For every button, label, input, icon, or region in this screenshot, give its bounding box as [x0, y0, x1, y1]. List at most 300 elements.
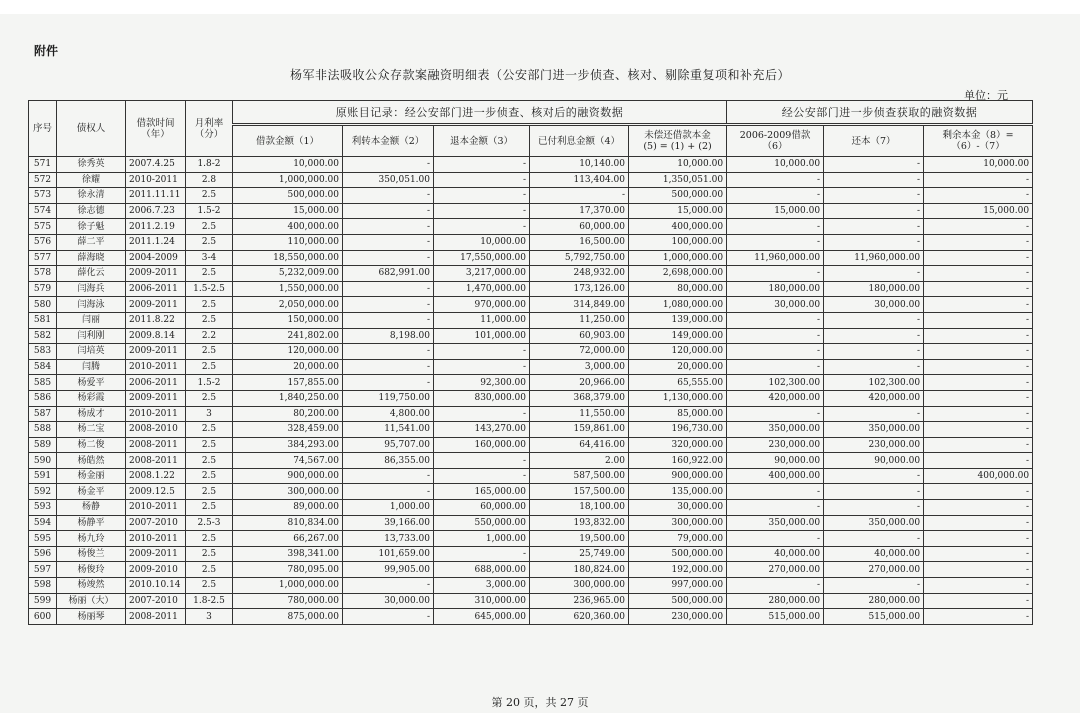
cell-seq: 596: [29, 546, 57, 562]
header-loan: 借款金额（1）: [233, 125, 343, 157]
cell-remain: -: [924, 328, 1033, 344]
cell-seq: 595: [29, 531, 57, 547]
cell-loan-2006-2009: -: [727, 219, 824, 235]
cell-remain: -: [924, 344, 1033, 360]
cell-refund: 645,000.00: [434, 609, 530, 625]
cell-transfer: 119,750.00: [343, 390, 434, 406]
cell-period: 2009-2011: [126, 297, 186, 313]
table-row: [29, 515, 1033, 531]
cell-repay: -: [824, 468, 924, 484]
cell-loan-2006-2009: 230,000.00: [727, 437, 824, 453]
cell-remain: -: [924, 188, 1033, 204]
cell-transfer: 1,000.00: [343, 500, 434, 516]
cell-remain: -: [924, 422, 1033, 438]
cell-rate: 2.5: [186, 468, 233, 484]
cell-refund: 3,217,000.00: [434, 266, 530, 282]
cell-period: 2009-2011: [126, 546, 186, 562]
cell-creditor: 闫腾: [57, 359, 126, 375]
cell-unpaid: 230,000.00: [629, 609, 727, 625]
cell-refund: 970,000.00: [434, 297, 530, 313]
cell-rate: 2.5: [186, 297, 233, 313]
cell-seq: 589: [29, 437, 57, 453]
cell-repay: 350,000.00: [824, 515, 924, 531]
cell-creditor: 杨爱平: [57, 375, 126, 391]
cell-paid-interest: 25,749.00: [530, 546, 629, 562]
cell-refund: 10,000.00: [434, 234, 530, 250]
cell-rate: 2.5: [186, 437, 233, 453]
cell-period: 2009-2011: [126, 344, 186, 360]
cell-transfer: 99,905.00: [343, 562, 434, 578]
cell-repay: 102,300.00: [824, 375, 924, 391]
cell-period: 2010-2011: [126, 500, 186, 516]
cell-loan: 780,000.00: [233, 593, 343, 609]
cell-unpaid: 500,000.00: [629, 593, 727, 609]
cell-refund: 165,000.00: [434, 484, 530, 500]
cell-refund: -: [434, 344, 530, 360]
cell-refund: 688,000.00: [434, 562, 530, 578]
cell-remain: -: [924, 515, 1033, 531]
table-row: [29, 406, 1033, 422]
table-row: [29, 234, 1033, 250]
cell-creditor: 闫利刚: [57, 328, 126, 344]
cell-loan: 1,000,000.00: [233, 578, 343, 594]
cell-paid-interest: 368,379.00: [530, 390, 629, 406]
cell-loan-2006-2009: 15,000.00: [727, 203, 824, 219]
cell-repay: -: [824, 203, 924, 219]
cell-loan-2006-2009: -: [727, 406, 824, 422]
cell-loan: 15,000.00: [233, 203, 343, 219]
cell-transfer: 30,000.00: [343, 593, 434, 609]
cell-repay: 180,000.00: [824, 281, 924, 297]
cell-loan-2006-2009: -: [727, 312, 824, 328]
cell-seq: 572: [29, 172, 57, 188]
cell-loan: 241,802.00: [233, 328, 343, 344]
cell-paid-interest: 19,500.00: [530, 531, 629, 547]
cell-loan-2006-2009: 270,000.00: [727, 562, 824, 578]
table-row: [29, 593, 1033, 609]
cell-remain: -: [924, 500, 1033, 516]
cell-seq: 582: [29, 328, 57, 344]
cell-creditor: 闫培英: [57, 344, 126, 360]
table-row: [29, 437, 1033, 453]
table-row: [29, 250, 1033, 266]
cell-paid-interest: 11,550.00: [530, 406, 629, 422]
cell-transfer: -: [343, 297, 434, 313]
cell-rate: 2.5: [186, 312, 233, 328]
cell-unpaid: 120,000.00: [629, 344, 727, 360]
table-row: [29, 281, 1033, 297]
cell-remain: -: [924, 234, 1033, 250]
cell-unpaid: 10,000.00: [629, 157, 727, 173]
header-repay: 还本（7）: [824, 125, 924, 157]
cell-refund: -: [434, 172, 530, 188]
cell-seq: 584: [29, 359, 57, 375]
cell-loan-2006-2009: 90,000.00: [727, 453, 824, 469]
cell-loan-2006-2009: 350,000.00: [727, 515, 824, 531]
cell-transfer: -: [343, 203, 434, 219]
cell-unpaid: 196,730.00: [629, 422, 727, 438]
cell-period: 2009.12.5: [126, 484, 186, 500]
cell-paid-interest: 10,140.00: [530, 157, 629, 173]
cell-loan-2006-2009: -: [727, 234, 824, 250]
cell-loan: 120,000.00: [233, 344, 343, 360]
cell-loan: 328,459.00: [233, 422, 343, 438]
table-row: [29, 422, 1033, 438]
cell-unpaid: 30,000.00: [629, 500, 727, 516]
cell-repay: -: [824, 531, 924, 547]
header-transfer: 利转本金额（2）: [343, 125, 434, 157]
table-row: [29, 578, 1033, 594]
cell-loan: 1,840,250.00: [233, 390, 343, 406]
cell-rate: 1.5-2: [186, 375, 233, 391]
cell-unpaid: 500,000.00: [629, 188, 727, 204]
cell-paid-interest: 157,500.00: [530, 484, 629, 500]
cell-period: 2007.4.25: [126, 157, 186, 173]
cell-refund: -: [434, 453, 530, 469]
cell-loan-2006-2009: 11,960,000.00: [727, 250, 824, 266]
cell-seq: 579: [29, 281, 57, 297]
cell-seq: 573: [29, 188, 57, 204]
cell-period: 2009-2011: [126, 390, 186, 406]
cell-period: 2009.8.14: [126, 328, 186, 344]
cell-seq: 577: [29, 250, 57, 266]
cell-period: 2011.2.19: [126, 219, 186, 235]
cell-seq: 575: [29, 219, 57, 235]
cell-remain: -: [924, 531, 1033, 547]
cell-repay: 270,000.00: [824, 562, 924, 578]
cell-creditor: 杨彩霞: [57, 390, 126, 406]
table-row: [29, 328, 1033, 344]
cell-unpaid: 320,000.00: [629, 437, 727, 453]
cell-creditor: 杨静平: [57, 515, 126, 531]
cell-period: 2010-2011: [126, 359, 186, 375]
cell-seq: 585: [29, 375, 57, 391]
cell-remain: -: [924, 219, 1033, 235]
scan-top-band: [0, 0, 1080, 14]
cell-loan: 157,855.00: [233, 375, 343, 391]
header-remain: 剩余本金（8）= （6）-（7）: [924, 125, 1033, 157]
cell-loan: 66,267.00: [233, 531, 343, 547]
cell-repay: -: [824, 359, 924, 375]
cell-refund: -: [434, 203, 530, 219]
cell-creditor: 杨皓然: [57, 453, 126, 469]
cell-seq: 598: [29, 578, 57, 594]
cell-creditor: 杨俊兰: [57, 546, 126, 562]
cell-repay: -: [824, 578, 924, 594]
cell-period: 2004-2009: [126, 250, 186, 266]
cell-period: 2008-2011: [126, 453, 186, 469]
cell-creditor: 杨金平: [57, 484, 126, 500]
cell-loan: 20,000.00: [233, 359, 343, 375]
cell-creditor: 闫海泳: [57, 297, 126, 313]
cell-repay: -: [824, 312, 924, 328]
cell-repay: -: [824, 406, 924, 422]
cell-rate: 2.5: [186, 484, 233, 500]
cell-loan: 2,050,000.00: [233, 297, 343, 313]
cell-rate: 2.5: [186, 359, 233, 375]
cell-seq: 571: [29, 157, 57, 173]
cell-transfer: 13,733.00: [343, 531, 434, 547]
cell-creditor: 薛二平: [57, 234, 126, 250]
cell-loan: 89,000.00: [233, 500, 343, 516]
financing-detail-table: [28, 100, 1033, 625]
cell-paid-interest: 16,500.00: [530, 234, 629, 250]
cell-period: 2008.1.22: [126, 468, 186, 484]
cell-loan: 80,200.00: [233, 406, 343, 422]
header-group-police: 经公安部门进一步侦查获取的融资数据: [727, 101, 1033, 125]
cell-transfer: -: [343, 578, 434, 594]
cell-loan-2006-2009: -: [727, 344, 824, 360]
cell-period: 2008-2011: [126, 609, 186, 625]
cell-loan-2006-2009: -: [727, 188, 824, 204]
header-creditor: 债权人: [57, 101, 126, 157]
cell-period: 2010.10.14: [126, 578, 186, 594]
cell-unpaid: 900,000.00: [629, 468, 727, 484]
cell-rate: 2.5: [186, 453, 233, 469]
cell-loan-2006-2009: 515,000.00: [727, 609, 824, 625]
cell-paid-interest: 64,416.00: [530, 437, 629, 453]
cell-paid-interest: 314,849.00: [530, 297, 629, 313]
cell-remain: -: [924, 281, 1033, 297]
cell-paid-interest: 20,966.00: [530, 375, 629, 391]
cell-refund: -: [434, 468, 530, 484]
cell-loan-2006-2009: 10,000.00: [727, 157, 824, 173]
cell-refund: 1,000.00: [434, 531, 530, 547]
cell-rate: 3-4: [186, 250, 233, 266]
cell-unpaid: 2,698,000.00: [629, 266, 727, 282]
cell-repay: 280,000.00: [824, 593, 924, 609]
cell-loan: 500,000.00: [233, 188, 343, 204]
cell-repay: -: [824, 219, 924, 235]
cell-paid-interest: 587,500.00: [530, 468, 629, 484]
cell-period: 2006-2011: [126, 375, 186, 391]
cell-loan: 18,550,000.00: [233, 250, 343, 266]
cell-paid-interest: 5,792,750.00: [530, 250, 629, 266]
cell-seq: 599: [29, 593, 57, 609]
cell-period: 2006-2011: [126, 281, 186, 297]
cell-unpaid: 15,000.00: [629, 203, 727, 219]
table-row: [29, 157, 1033, 173]
table-row: [29, 297, 1033, 313]
cell-rate: 1.8-2: [186, 157, 233, 173]
cell-loan: 398,341.00: [233, 546, 343, 562]
cell-remain: -: [924, 406, 1033, 422]
cell-loan-2006-2009: 280,000.00: [727, 593, 824, 609]
cell-refund: 92,300.00: [434, 375, 530, 391]
cell-seq: 588: [29, 422, 57, 438]
cell-paid-interest: 2.00: [530, 453, 629, 469]
cell-creditor: 闫丽: [57, 312, 126, 328]
cell-unpaid: 1,000,000.00: [629, 250, 727, 266]
cell-repay: -: [824, 234, 924, 250]
cell-creditor: 薛化云: [57, 266, 126, 282]
cell-loan: 5,232,009.00: [233, 266, 343, 282]
cell-refund: 1,470,000.00: [434, 281, 530, 297]
cell-transfer: -: [343, 609, 434, 625]
cell-repay: 40,000.00: [824, 546, 924, 562]
cell-creditor: 徐子魁: [57, 219, 126, 235]
cell-loan-2006-2009: -: [727, 359, 824, 375]
cell-creditor: 杨丽琴: [57, 609, 126, 625]
cell-creditor: 杨金丽: [57, 468, 126, 484]
cell-loan-2006-2009: -: [727, 531, 824, 547]
cell-rate: 1.8-2.5: [186, 593, 233, 609]
cell-unpaid: 80,000.00: [629, 281, 727, 297]
document-title: 杨军非法吸收公众存款案融资明细表（公安部门进一步侦查、核对、剔除重复项和补充后）: [289, 68, 790, 82]
table-row: [29, 484, 1033, 500]
cell-seq: 592: [29, 484, 57, 500]
cell-repay: -: [824, 172, 924, 188]
cell-remain: -: [924, 250, 1033, 266]
cell-period: 2007-2010: [126, 593, 186, 609]
cell-refund: 101,000.00: [434, 328, 530, 344]
unit-label: 单位：元: [964, 89, 1008, 102]
table-row: [29, 203, 1033, 219]
cell-seq: 580: [29, 297, 57, 313]
cell-refund: 160,000.00: [434, 437, 530, 453]
cell-refund: 310,000.00: [434, 593, 530, 609]
cell-rate: 2.5: [186, 234, 233, 250]
cell-remain: -: [924, 437, 1033, 453]
cell-refund: 830,000.00: [434, 390, 530, 406]
cell-repay: -: [824, 344, 924, 360]
cell-rate: 2.5: [186, 344, 233, 360]
cell-period: 2011.11.11: [126, 188, 186, 204]
cell-loan-2006-2009: -: [727, 328, 824, 344]
cell-transfer: -: [343, 188, 434, 204]
cell-loan: 1,000,000.00: [233, 172, 343, 188]
table-row: [29, 375, 1033, 391]
cell-creditor: 徐耀: [57, 172, 126, 188]
cell-transfer: 101,659.00: [343, 546, 434, 562]
cell-refund: -: [434, 188, 530, 204]
cell-paid-interest: 60,903.00: [530, 328, 629, 344]
table-row: [29, 266, 1033, 282]
table-row: [29, 546, 1033, 562]
cell-paid-interest: 11,250.00: [530, 312, 629, 328]
cell-creditor: 杨九玲: [57, 531, 126, 547]
cell-loan: 1,550,000.00: [233, 281, 343, 297]
cell-paid-interest: 300,000.00: [530, 578, 629, 594]
cell-rate: 2.5: [186, 422, 233, 438]
cell-seq: 587: [29, 406, 57, 422]
cell-repay: -: [824, 328, 924, 344]
cell-transfer: -: [343, 281, 434, 297]
cell-rate: 2.5: [186, 562, 233, 578]
cell-creditor: 徐志德: [57, 203, 126, 219]
cell-transfer: 11,541.00: [343, 422, 434, 438]
cell-transfer: -: [343, 375, 434, 391]
cell-transfer: 682,991.00: [343, 266, 434, 282]
cell-paid-interest: 3,000.00: [530, 359, 629, 375]
cell-seq: 590: [29, 453, 57, 469]
table-row: [29, 453, 1033, 469]
cell-unpaid: 100,000.00: [629, 234, 727, 250]
table-row: [29, 609, 1033, 625]
cell-loan-2006-2009: 40,000.00: [727, 546, 824, 562]
header-unpaid: 未偿还借款本金 (5) = (1) + (2): [629, 125, 727, 157]
cell-transfer: -: [343, 484, 434, 500]
cell-unpaid: 139,000.00: [629, 312, 727, 328]
cell-unpaid: 160,922.00: [629, 453, 727, 469]
cell-remain: -: [924, 266, 1033, 282]
header-paid-interest: 已付利息金额（4）: [530, 125, 629, 157]
cell-creditor: 杨静: [57, 500, 126, 516]
cell-transfer: -: [343, 344, 434, 360]
cell-seq: 597: [29, 562, 57, 578]
cell-period: 2008-2011: [126, 437, 186, 453]
cell-transfer: 95,707.00: [343, 437, 434, 453]
cell-remain: -: [924, 484, 1033, 500]
cell-unpaid: 500,000.00: [629, 546, 727, 562]
cell-seq: 594: [29, 515, 57, 531]
cell-paid-interest: 72,000.00: [530, 344, 629, 360]
cell-remain: -: [924, 312, 1033, 328]
cell-refund: -: [434, 546, 530, 562]
cell-refund: -: [434, 219, 530, 235]
cell-transfer: 86,355.00: [343, 453, 434, 469]
table-row: [29, 188, 1033, 204]
cell-rate: 2.5: [186, 219, 233, 235]
header-period: 借款时间 （年）: [126, 101, 186, 157]
cell-paid-interest: 248,932.00: [530, 266, 629, 282]
cell-remain: -: [924, 359, 1033, 375]
cell-loan-2006-2009: -: [727, 500, 824, 516]
cell-seq: 583: [29, 344, 57, 360]
cell-creditor: 杨二宝: [57, 422, 126, 438]
cell-seq: 586: [29, 390, 57, 406]
cell-transfer: 350,051.00: [343, 172, 434, 188]
cell-seq: 581: [29, 312, 57, 328]
table-row: [29, 219, 1033, 235]
cell-transfer: -: [343, 359, 434, 375]
cell-transfer: -: [343, 219, 434, 235]
header-group-original: 原账目记录：经公安部门进一步侦查、核对后的融资数据: [233, 101, 727, 125]
cell-rate: 2.5: [186, 578, 233, 594]
cell-loan-2006-2009: 420,000.00: [727, 390, 824, 406]
cell-refund: 3,000.00: [434, 578, 530, 594]
cell-seq: 576: [29, 234, 57, 250]
cell-creditor: 徐秀英: [57, 157, 126, 173]
cell-unpaid: 192,000.00: [629, 562, 727, 578]
table-row: [29, 390, 1033, 406]
cell-repay: -: [824, 500, 924, 516]
cell-paid-interest: 113,404.00: [530, 172, 629, 188]
cell-loan: 110,000.00: [233, 234, 343, 250]
cell-rate: 2.8: [186, 172, 233, 188]
cell-loan-2006-2009: -: [727, 172, 824, 188]
cell-remain: -: [924, 375, 1033, 391]
cell-refund: -: [434, 359, 530, 375]
cell-rate: 2.5: [186, 188, 233, 204]
cell-repay: 230,000.00: [824, 437, 924, 453]
cell-period: 2011.1.24: [126, 234, 186, 250]
cell-seq: 600: [29, 609, 57, 625]
cell-unpaid: 997,000.00: [629, 578, 727, 594]
cell-transfer: -: [343, 250, 434, 266]
cell-unpaid: 1,080,000.00: [629, 297, 727, 313]
cell-loan: 900,000.00: [233, 468, 343, 484]
cell-creditor: 杨丽（大）: [57, 593, 126, 609]
cell-refund: 60,000.00: [434, 500, 530, 516]
header-loan-2006-2009: 2006-2009借款 （6）: [727, 125, 824, 157]
cell-remain: -: [924, 593, 1033, 609]
cell-remain: 15,000.00: [924, 203, 1033, 219]
cell-transfer: -: [343, 157, 434, 173]
cell-loan-2006-2009: 30,000.00: [727, 297, 824, 313]
cell-creditor: 杨竣然: [57, 578, 126, 594]
cell-unpaid: 65,555.00: [629, 375, 727, 391]
